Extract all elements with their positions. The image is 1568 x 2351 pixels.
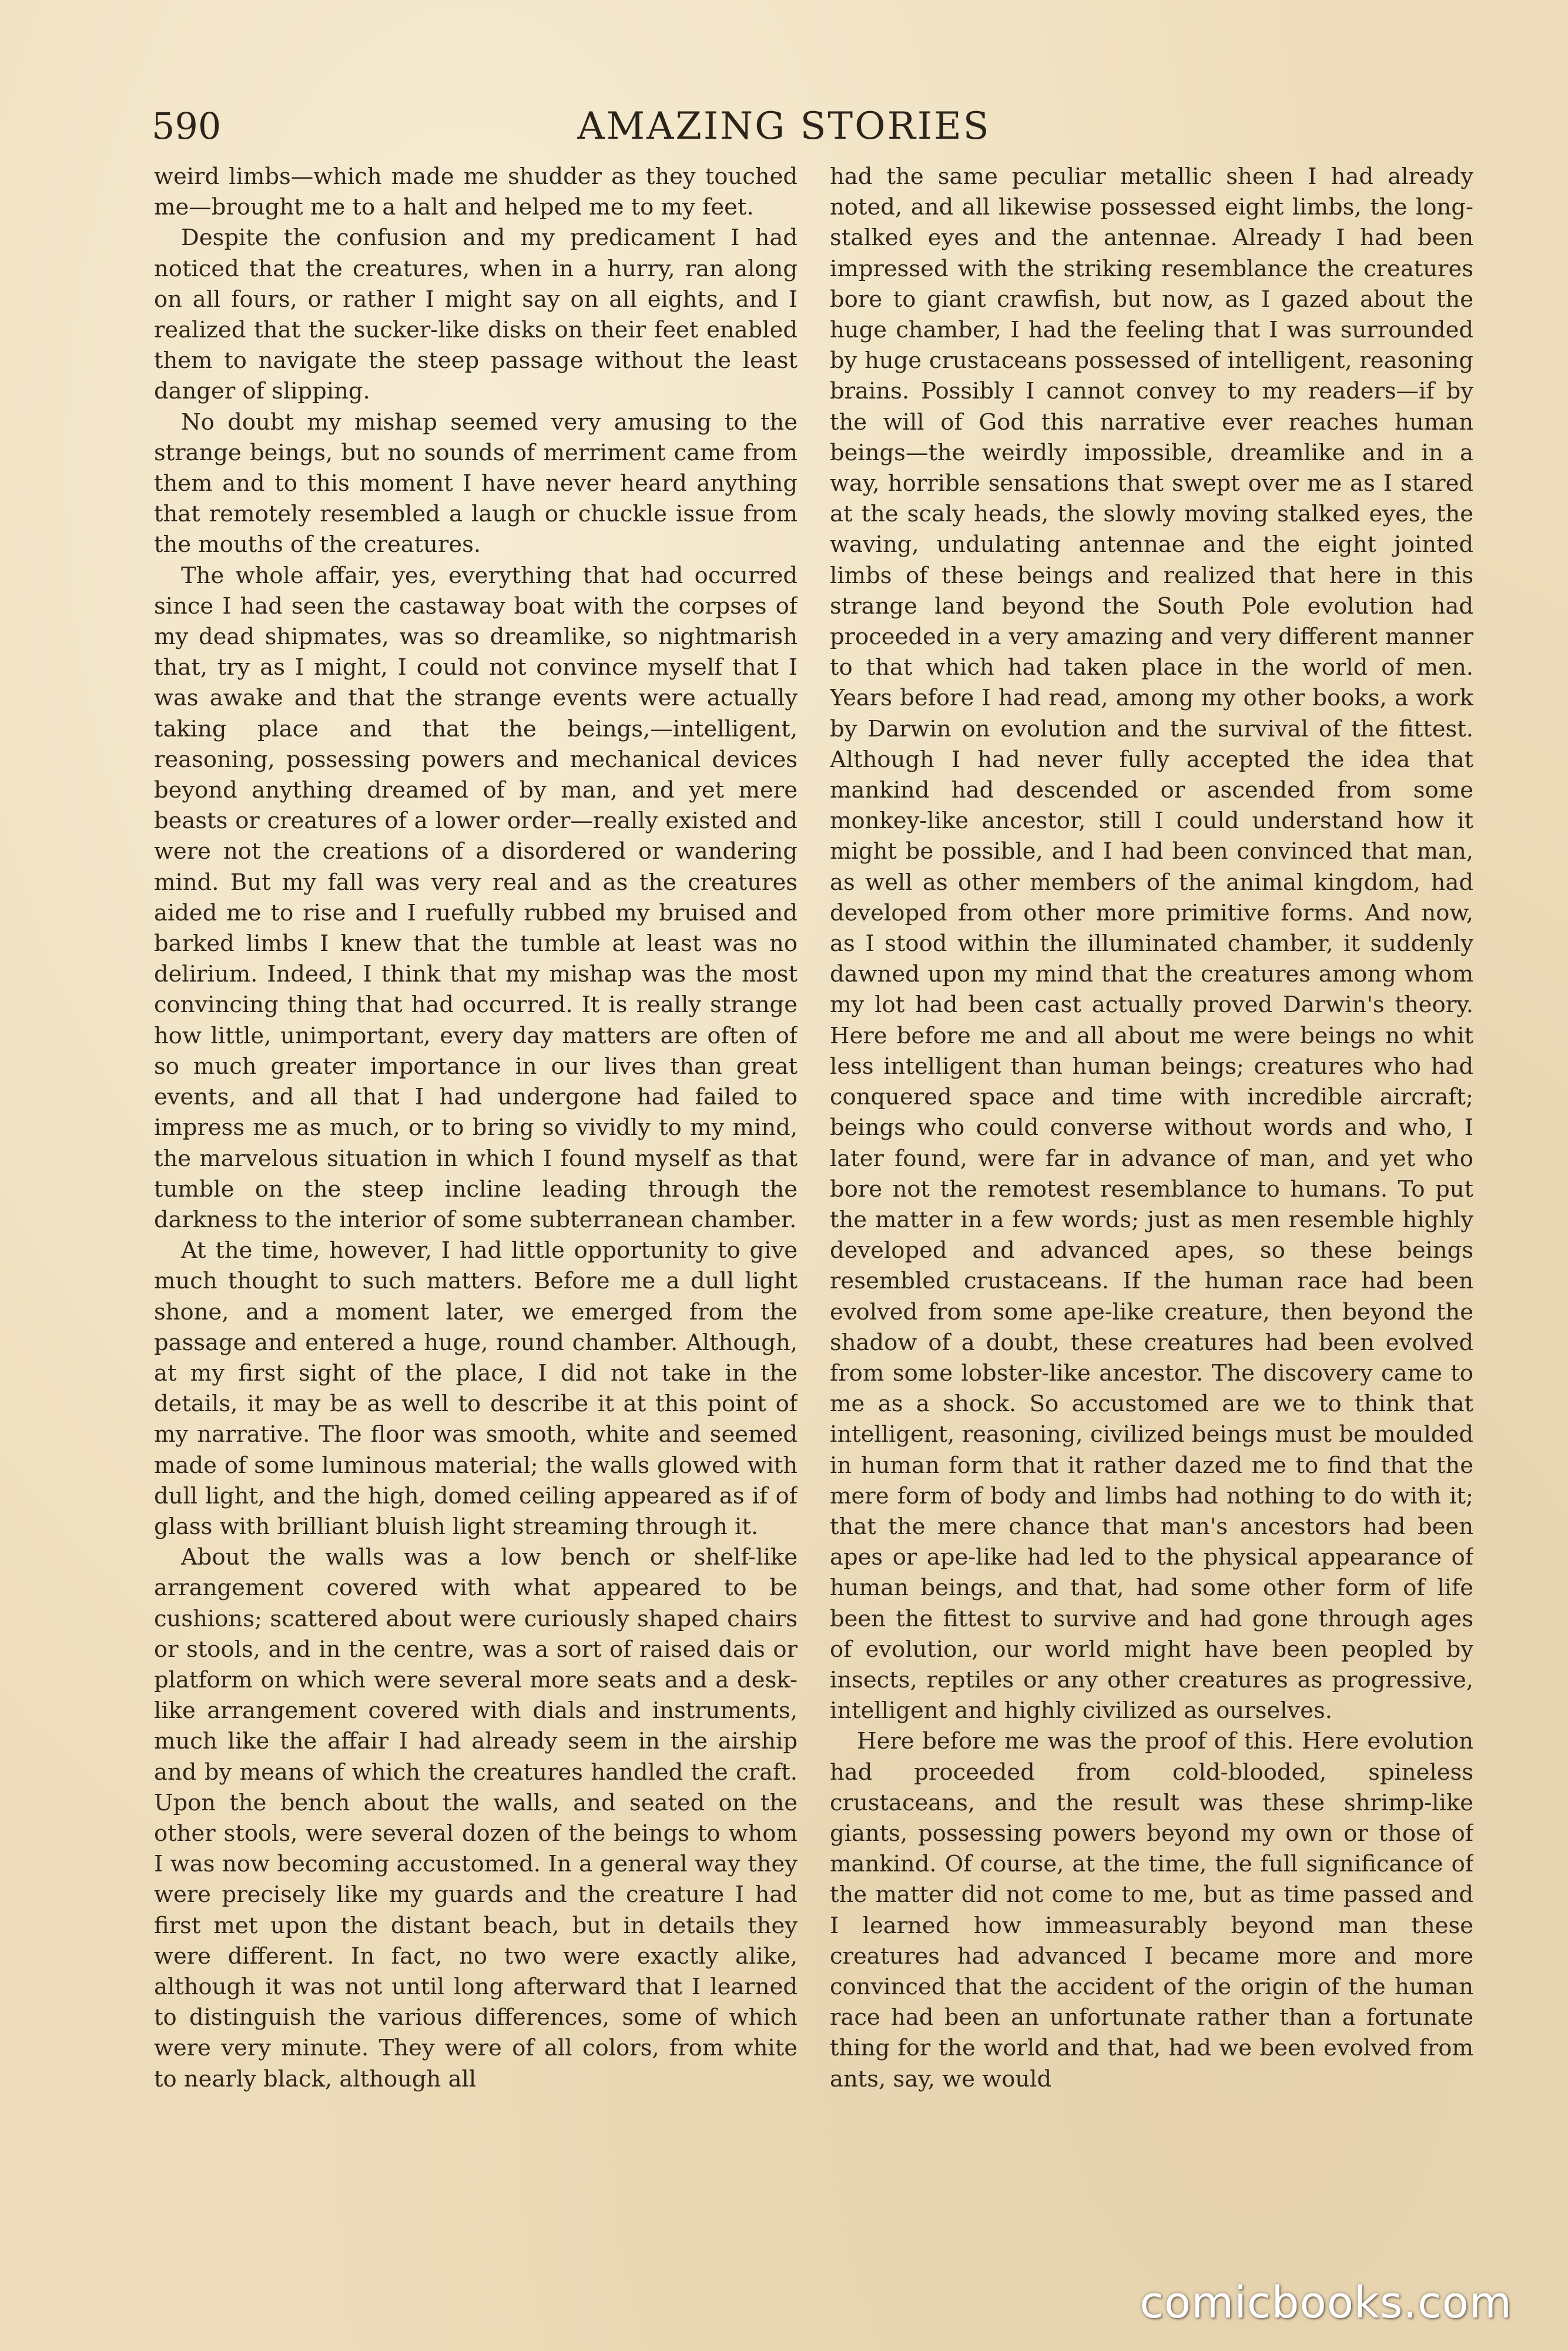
paragraph: At the time, however, I had little opportunity to give much thought to such matters. Before me a dull light shone, and a moment later, we emerged from the passage and entered a huge, round chamber. Although, at my first sight of the place, I did not take in the details, it may be as well to describe it at this point of my narrative. The floor was smooth, white and seemed made of some luminous material; the walls glowed with dull light, and the high, domed ceiling appeared as if of glass with brilliant bluish light streaming through it. — [154, 1237, 798, 1540]
page-number: 590 — [152, 105, 222, 148]
right-column — [830, 162, 1473, 2254]
paragraph: About the walls was a low bench or shelf-like arrangement covered with what appeared to be cushions; scattered about were curiously shaped chairs or stools, and in the centre, was a sort of raised dais or platform on which were several more seats and a desk-like arrangement covered with dials and instruments, much like the affair I had already seem in the airship and by means of which the creatures handled the craft. Upon the bench about the walls, and seated on the other stools, were several dozen of the beings to whom I was now becoming accustomed. In a general way they were precisely like my guards and the creature I had first met upon the distant beach, but in details they were different. In fact, no two were exactly alike, although it was not until long afterward that I learned to distinguish the various differences, some of which were very minute. They were of all colors, from white to nearly black, although all — [154, 1544, 798, 2092]
paragraph: weird limbs—which made me shudder as they touched me—brought me to a halt and helped me to my feet. — [154, 163, 798, 221]
paragraph: Here before me was the proof of this. Here evolution had proceeded from cold-blooded, spineless crustaceans, and the result was these shrimp-like giants, possessing powers beyond my own or those of mankind. Of course, at the time, the full significance of the matter did not come to me, but as time passed and I learned how immeasurably beyond man these creatures had advanced I became more and more convinced that the accident of the origin of the human race had been an unfortunate rather than a fortunate thing for the world and that, had we been evolved from ants, say, we would — [830, 1728, 1473, 2092]
paragraph: Despite the confusion and my predicament I had noticed that the creatures, when in a hurry, ran along on all fours, or rather I might say on all eights, and I realized that the sucker-like disks on their feet enabled them to navigate the steep passage without the least danger of slipping. — [154, 225, 798, 405]
paragraph: The whole affair, yes, everything that had occurred since I had seen the castaway boat with the corpses of my dead shipmates, was so dreamlike, so nightmarish that, try as I might, I could not convince myself that I was awake and that the strange events were actually taking place and that the beings,—intelligent, reasoning, possessing powers and mechanical devices beyond anything dreamed of by man, and yet mere beasts or creatures of a lower order—really existed and were not the creations of a disordered or wandering mind. But my fall was very real and as the creatures aided me to rise and I ruefully rubbed my bruised and barked limbs I knew that the tumble at least was no delirium. Indeed, I think that my mishap was the most convincing thing that had occurred. It is really strange how little, unimportant, every day matters are often of so much greater importance in our lives than great events, and all that I had undergone had failed to impress me as much, or to bring so vividly to my mind, the marvelous situation in which I found myself as that tumble on the steep incline leading through the darkness to the interior of some subterranean chamber. — [154, 562, 798, 1233]
paragraph: had the same peculiar metallic sheen I had already noted, and all likewise possessed eight limbs, the long-stalked eyes and the antennae. Already I had been impressed with the striking resemblance the creatures bore to giant crawfish, but now, as I gazed about the huge chamber, I had the feeling that I was surrounded by huge crustaceans possessed of intelligent, reasoning brains. Possibly I cannot convey to my readers—if by the will of God this narrative ever reaches human beings—the weirdly impossible, dreamlike and in a way, horrible sensations that swept over me as I stared at the scaly heads, the slowly moving stalked eyes, the waving, undulating antennae and the eight jointed limbs of these beings and realized that here in this strange land beyond the South Pole evolution had proceeded in a very amazing and very different manner to that which had taken place in the world of men. Years before I had read, among my other books, a work by Darwin on evolution and the survival of the fittest. Although I had never fully accepted the idea that mankind had descended or ascended from some monkey-like ancestor, still I could understand how it might be possible, and I had been convinced that man, as well as other members of the animal kingdom, had developed from other more primitive forms. And now, as I stood within the illuminated chamber, it suddenly dawned upon my mind that the creatures among whom my lot had been cast actually proved Darwin's theory. Here before me and all about me were beings no whit less intelligent than human beings; creatures who had conquered space and time with incredible aircraft; beings who could converse without words and who, I later found, were far in advance of man, and yet who bore not the remotest resemblance to humans. To put the matter in a few words; just as men resemble highly developed and advanced apes, so these beings resembled crustaceans. If the human race had been evolved from some ape-like creature, then beyond the shadow of a doubt, these creatures had been evolved from some lobster-like ancestor. The discovery came to me as a shock. So accustomed are we to think that intelligent, reasoning, civilized beings must be moulded in human form that it rather dazed me to find that the mere form of body and limbs had nothing to do with it; that the mere chance that man's ancestors had been apes or ape-like had led to the physical appearance of human beings, and that, had some other form of life been the fittest to survive and had gone through ages of evolution, our world might have been peopled by insects, reptiles or any other creatures as progressive, intelligent and highly civilized as ourselves. — [830, 163, 1473, 1724]
page-header — [0, 100, 1568, 153]
paragraph: No doubt my mishap seemed very amusing to the strange beings, but no sounds of merriment came from them and to this moment I have never heard anything that remotely resembled a laugh or chuckle issue from the mouths of the creatures. — [154, 408, 798, 558]
left-column — [154, 162, 798, 2254]
running-head-title: AMAZING STORIES — [577, 105, 991, 148]
watermark: comicbooks.com — [1140, 2278, 1512, 2328]
